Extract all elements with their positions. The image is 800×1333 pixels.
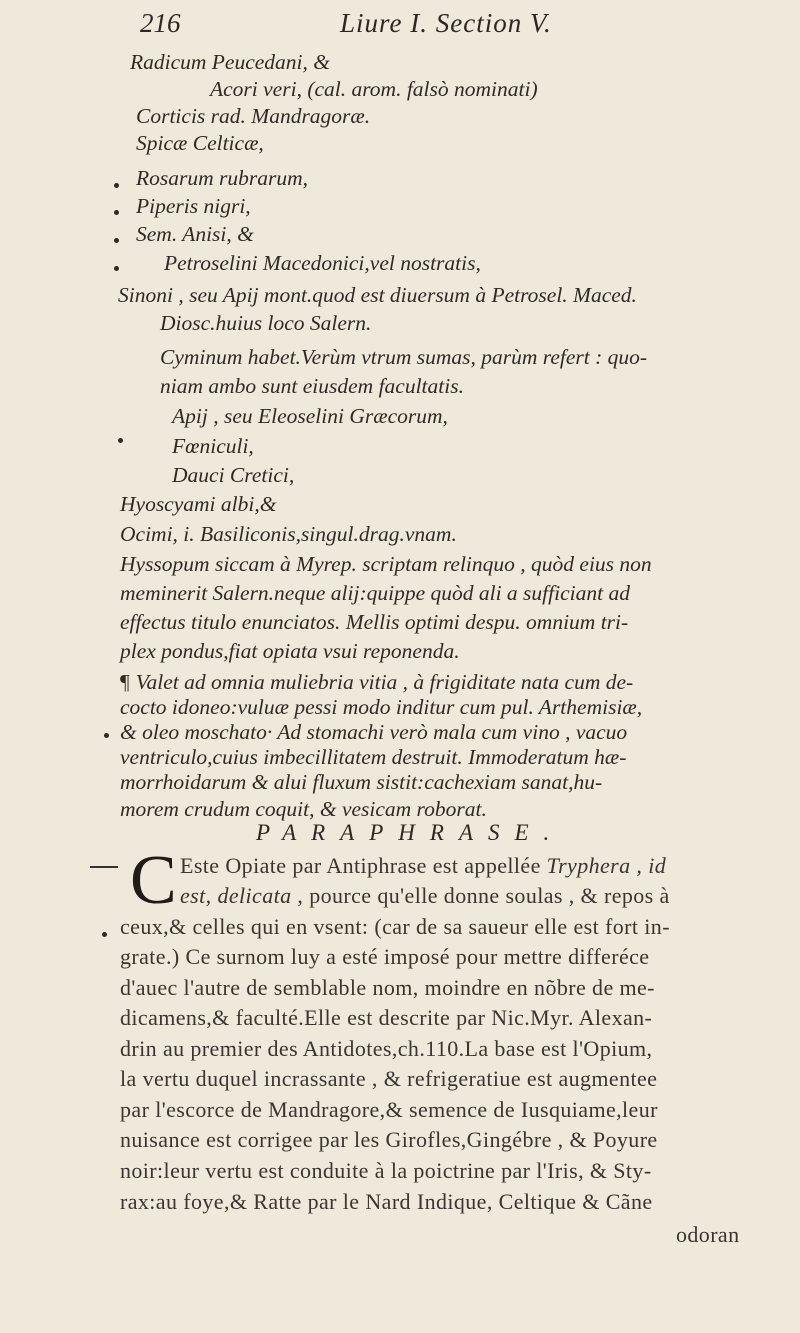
text-line: grate.) Ce surnom luy a esté imposé pour mettre differéce xyxy=(120,944,650,969)
paraphrase-heading: PARAPHRASE. xyxy=(256,820,565,845)
text-line: Hyoscyami albi,& xyxy=(120,492,277,516)
text-run: est, delicata xyxy=(180,883,292,908)
text-line: nuisance est corrigee par les Girofles,Gingébre , & Poyure xyxy=(120,1127,658,1152)
text-line: Apij , seu Eleoselini Græcorum, xyxy=(172,404,448,428)
text-line: cocto idoneo:vuluæ pessi modo inditur cum pul. Arthemisiæ, xyxy=(120,695,643,719)
text-line: Sinoni , seu Apij mont.quod est diuersum à Petrosel. Maced. xyxy=(118,283,637,307)
text-line: plex pondus,fiat opiata vsui reponenda. xyxy=(120,639,460,663)
text-line: ventriculo,cuius imbecillitatem destruit. Immoderatum hæ- xyxy=(120,745,627,769)
text-line: Ocimi, i. Basiliconis,singul.drag.vnam. xyxy=(120,522,457,546)
text-line xyxy=(180,883,670,909)
text-line: Valet ad omnia muliebria vitia , à frigiditate nata cum de- xyxy=(135,670,634,694)
text-line: morem crudum coquit, & vesicam roborat. xyxy=(120,797,487,821)
text-line: Hyssopum siccam à Myrep. scriptam relinquo , quòd eius non xyxy=(120,552,652,576)
margin-mark xyxy=(114,210,119,215)
text-line xyxy=(180,853,666,879)
text-line: d'auec l'autre de semblable nom, moindre en nõbre de me- xyxy=(120,975,655,1000)
page-number: 216 xyxy=(140,8,181,38)
margin-mark xyxy=(104,733,109,738)
text-line: noir:leur vertu est conduite à la poictrine par l'Iris, & Sty- xyxy=(120,1158,652,1183)
text-line: Cyminum habet.Verùm vtrum sumas, parùm refert : quo- xyxy=(160,345,648,369)
text-run: Tryphera , id xyxy=(546,853,667,878)
text-line: meminerit Salern.neque alij:quippe quòd ali a sufficiant ad xyxy=(120,581,630,605)
text-line: Acori veri, (cal. arom. falsò nominati) xyxy=(210,77,538,101)
margin-mark xyxy=(114,238,119,243)
text-line: Diosc.huius loco Salern. xyxy=(160,311,372,335)
margin-mark xyxy=(114,266,119,271)
text-line: morrhoidarum & alui fluxum sistit:cachexiam sanat,hu- xyxy=(120,770,603,794)
text-line: Petroselini Macedonici,vel nostratis, xyxy=(164,251,481,275)
text-line: Sem. Anisi, & xyxy=(136,222,254,246)
text-line: drin au premier des Antidotes,ch.110.La base est l'Opium, xyxy=(120,1036,653,1061)
running-header xyxy=(140,8,660,40)
text-line: rax:au foye,& Ratte par le Nard Indique, Celtique & Cãne xyxy=(120,1189,653,1214)
text-line: Fœniculi, xyxy=(172,434,254,458)
pilcrow-mark: ¶ xyxy=(120,670,130,694)
catchword: odoran xyxy=(676,1222,740,1247)
text-line: Dauci Cretici, xyxy=(172,463,295,487)
text-line: ceux,& celles qui en vsent: (car de sa saueur elle est fort in- xyxy=(120,914,670,939)
text-line: dicamens,& faculté.Elle est descrite par Nic.Myr. Alexan- xyxy=(120,1005,653,1030)
text-line: Piperis nigri, xyxy=(136,194,251,218)
drop-cap: C xyxy=(130,842,177,919)
text-line: & oleo moschato· Ad stomachi verò mala cum vino , vacuo xyxy=(120,720,628,744)
margin-mark xyxy=(102,932,107,937)
text-line: effectus titulo enunciatos. Mellis optimi despu. omnium tri- xyxy=(120,610,629,634)
text-run: Este Opiate par Antiphrase est appellée xyxy=(180,853,547,878)
margin-mark xyxy=(114,183,119,188)
text-line: la vertu duquel incrassante , & refrigeratiue est augmentee xyxy=(120,1066,658,1091)
margin-dash xyxy=(90,866,118,868)
text-line: niam ambo sunt eiusdem facultatis. xyxy=(160,374,464,398)
text-line: Radicum Peucedani, & xyxy=(130,50,331,74)
text-line: par l'escorce de Mandragore,& semence de Iusquiame,leur xyxy=(120,1097,658,1122)
text-run: , pource qu'elle donne soulas , & repos à xyxy=(291,883,670,908)
running-title: Liure I. Section V. xyxy=(340,8,552,38)
paragraph-first-line xyxy=(120,670,633,695)
text-line: Spicæ Celticæ, xyxy=(136,131,264,155)
text-line: Rosarum rubrarum, xyxy=(136,166,309,190)
text-line: Corticis rad. Mandragoræ. xyxy=(136,104,371,128)
margin-mark xyxy=(118,438,123,443)
